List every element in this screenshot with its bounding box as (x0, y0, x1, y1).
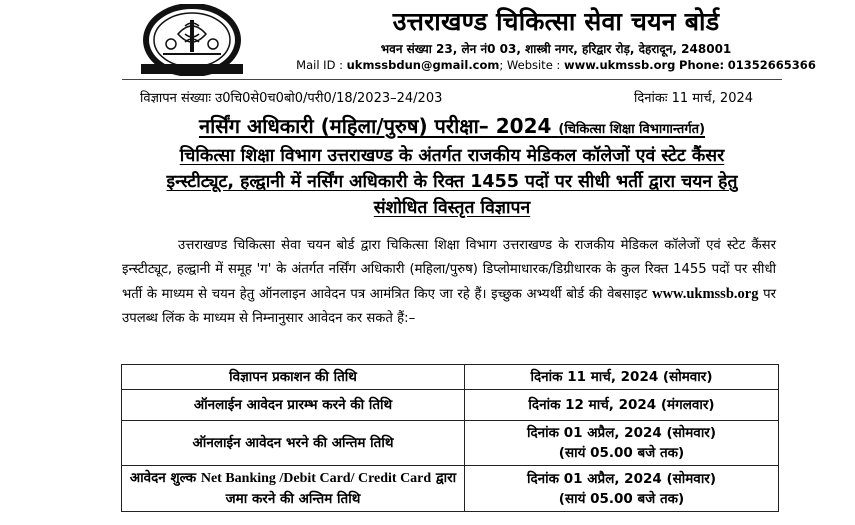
schedule-value (465, 421, 779, 466)
table-row (122, 421, 779, 466)
schedule-label: ऑनलाईन आवेदन भरने की अन्तिम तिथि (122, 421, 465, 466)
advertisement-subtitle (122, 143, 782, 221)
advertisement-number: विज्ञापन संख्याः उ0चि0से0च0बो0/परी0/18/2023–24/203 (140, 91, 443, 106)
table-row (122, 466, 779, 512)
board-title: उत्तराखण्ड चिकित्सा सेवा चयन बोर्ड (392, 7, 720, 36)
exam-title-main: नर्सिंग अधिकारी (महिला/पुरुष) परीक्षा– 2024 (198, 114, 552, 138)
contact-line (276, 58, 836, 72)
website-label: ; Website : (499, 58, 561, 72)
phone-label: Phone: (679, 58, 725, 72)
schedule-label: विज्ञापन प्रकाशन की तिथि (122, 365, 465, 390)
schedule-value: दिनांक 12 मार्च, 2024 (मंगलवार) (465, 390, 779, 421)
board-address: भवन संख्या 23, लेन नं0 03, शास्त्री नगर, हरिद्वार रोड़, देहरादून, 248001 (380, 42, 732, 56)
schedule-value-time: (सायं 05.00 बजे तक) (558, 445, 685, 461)
fee-label-c: द्वारा जमा करने की अन्तिम तिथि (225, 470, 457, 507)
table-row (122, 390, 779, 421)
exam-title-department: (चिकित्सा शिक्षा विभागान्तर्गत) (558, 122, 706, 137)
exam-title (122, 112, 782, 139)
advertisement-date: दिनांकः 11 मार्च, 2024 (634, 91, 754, 106)
mail-link[interactable]: ukmssbdun@gmail.com (346, 58, 500, 72)
intro-paragraph (122, 234, 776, 331)
website-link[interactable]: www.ukmssb.org (563, 58, 676, 72)
fee-label-a: आवेदन शुल्क (129, 470, 201, 486)
subtitle-line-1: चिकित्सा शिक्षा विभाग उत्तराखण्ड के अंतर्गत राजकीय मेडिकल कॉलेजों एवं स्टेट कैंसर (179, 146, 725, 166)
schedule-value (465, 466, 779, 512)
fee-label-payment-modes: Net Banking /Debit Card/ Credit Card (200, 471, 432, 486)
intro-text-a: उत्तराखण्ड चिकित्सा सेवा चयन बोर्ड द्वारा चिकित्सा शिक्षा विभाग उत्तराखण्ड के राजकीय मेडिकल कॉलेजों एवं स्टेट कैंसर इन्स्टीट्यूट, हल्द्वानी में समूह 'ग' के अंतर्गत नर्सिंग अधिकारी (महिला/पुरुष) डिप्लोमाधारक/डिग्रीधारक के कुल रिक्त 1455 पदों पर सीधी भर्ती के माध्यम से चयन हेतु ऑनलाइन आवेदन पत्र आमंत्रित किए जा रहे हैं। इच्छुक अभ्यर्थी बोर्ड की वेबसाइट (122, 238, 776, 302)
schedule-value-date: दिनांक 01 अप्रैल, 2024 (सोमवार) (526, 425, 717, 441)
phone-number: 01352665366 (727, 58, 816, 72)
board-logo (133, 4, 251, 76)
schedule-value-date: दिनांक 01 अप्रैल, 2024 (सोमवार) (526, 470, 717, 487)
schedule-label (122, 466, 465, 512)
schedule-table (121, 364, 779, 512)
mail-label: Mail ID : (296, 58, 343, 72)
subtitle-line-3: संशोधित विस्तृत विज्ञापन (373, 198, 531, 218)
header-divider (122, 79, 782, 80)
subtitle-line-2: इन्स्टीट्यूट, हल्द्वानी में नर्सिंग अधिकारी के रिक्त 1455 पदों पर सीधी भर्ती द्वारा चयन हेतु (166, 172, 738, 192)
schedule-label: ऑनलाईन आवेदन प्रारम्भ करने की तिथि (122, 390, 465, 421)
schedule-value-time: (सायं 05.00 बजे तक) (558, 490, 685, 507)
schedule-value: दिनांक 11 मार्च, 2024 (सोमवार) (465, 365, 779, 390)
intro-text-b: पर उपलब्ध लिंक के माध्यम से निम्नानुसार आवेदन कर सकते हैं:– (122, 287, 777, 326)
table-row (122, 365, 779, 390)
intro-website-link[interactable]: www.ukmssb.org (652, 286, 759, 302)
